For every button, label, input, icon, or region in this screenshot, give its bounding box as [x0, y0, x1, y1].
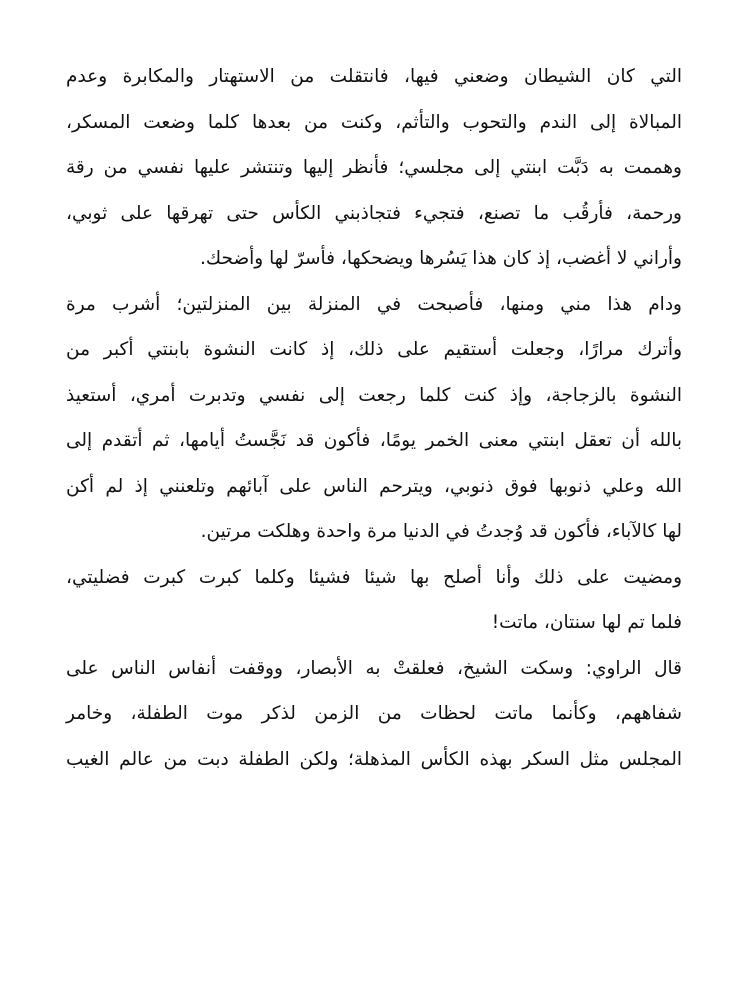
text-line: فلما تم لها سنتان، ماتت! [491, 612, 682, 633]
paragraph-2 [66, 282, 682, 555]
text-line: وأترك مرارًا، وجعلت أستقيم على ذلك، إذ كانت النشوة بابنتي أكبر من [66, 339, 682, 360]
text-line: قال الراوي: وسكت الشيخ، فعلقتْ به الأبصار، ووقفت أنفاس الناس على [66, 657, 682, 679]
text-line: التي كان الشيطان وضعني فيها، فانتقلت من الاستهتار والمكابرة وعدم [66, 66, 682, 87]
paragraph-1 [66, 54, 682, 282]
text-line: بالله أن تعقل ابنتي معنى الخمر يومًا، فأكون قد نَجَّستُ أيامها، ثم أتقدم إلى [66, 430, 682, 451]
text-line: شفاههم، وكأنما ماتت لحظات من الزمن لذكر موت الطفلة، وخامر [66, 703, 682, 724]
document-page [66, 54, 682, 782]
text-line: المجلس مثل السكر بهذه الكأس المذهلة؛ ولكن الطفلة دبت من عالم الغيب [66, 748, 682, 770]
paragraph-4 [66, 646, 682, 783]
text-line: المبالاة إلى الندم والتحوب والتأثم، وكنت من بعدها كلما وضعت المسكر، [66, 111, 682, 133]
text-line: ومضيت على ذلك وأنا أصلح بها شيئا فشيئا وكلما كبرت كبرت فضليتي، [66, 566, 682, 588]
paragraph-3 [66, 555, 682, 646]
text-line: النشوة بالزجاجة، وإذ كنت كلما رجعت إلى نفسي وتدبرت أمري، أستعيذ [66, 384, 682, 406]
text-line: وأراني لا أغضب، إذ كان هذا يَسُرها ويضحكها، فأسرّ لها وأضحك. [200, 248, 682, 269]
text-line: ورحمة، فأرقُب ما تصنع، فتجيء فتجاذبني الكأس حتى تهرقها على ثوبي، [66, 202, 682, 224]
text-line: لها كالآباء، فأكون قد وُجدتُ في الدنيا مرة واحدة وهلكت مرتين. [200, 521, 682, 542]
text-line: ودام هذا مني ومنها، فأصبحت في المنزلة بين المنزلتين؛ أشرب مرة [66, 293, 682, 315]
text-line: وهممت به دَبَّت ابنتي إلى مجلسي؛ فأنظر إليها وتنتشر عليها نفسي من رقة [66, 157, 682, 178]
text-line: الله وعلي ذنوبها فوق ذنوبي، ويترحم الناس على آبائهم وتلعنني إذ لم أكن [66, 475, 682, 497]
